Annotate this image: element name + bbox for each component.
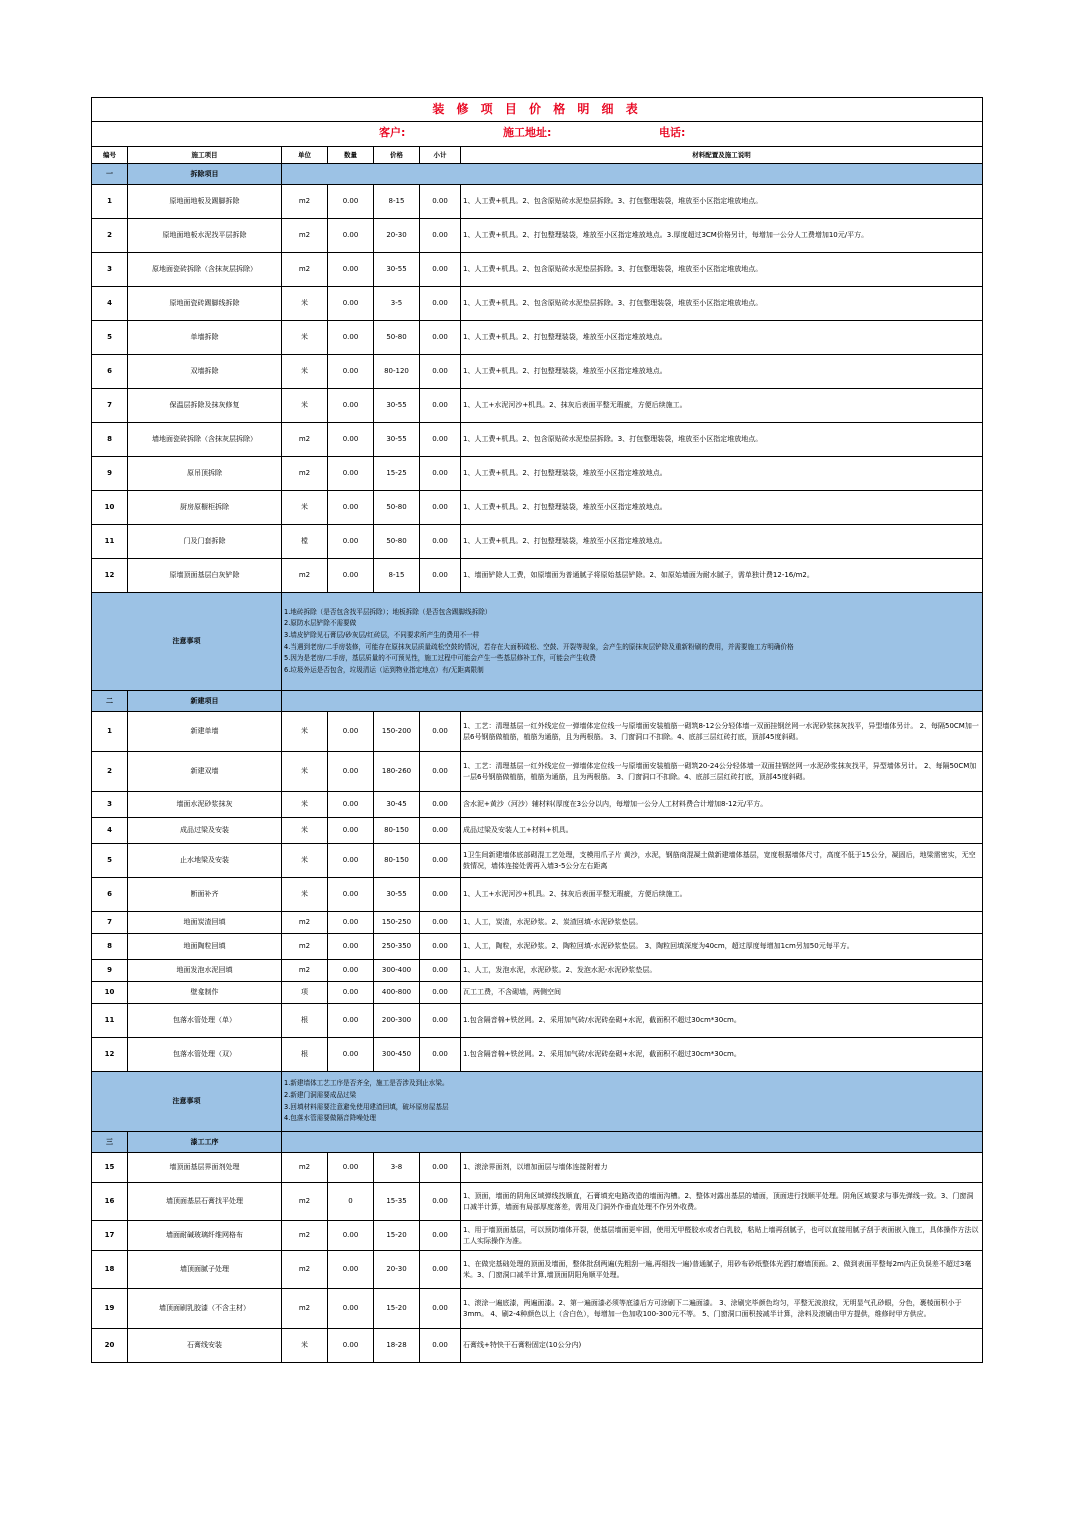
item-name: 墙顶面刷乳胶漆（不含主材） <box>128 1289 282 1329</box>
subtotal: 0.00 <box>420 712 461 752</box>
description: 1、人工+水泥河沙+机具。2、抹灰后表面平整无瑕疵，方便后续施工。 <box>461 389 983 423</box>
item-name: 厨房原橱柜拆除 <box>128 491 282 525</box>
description: 1、人工费+机具。2、打包整理装袋，堆放至小区指定堆放地点。 <box>461 525 983 559</box>
description: 1、人工费+机具。2、打包整理装袋，堆放至小区指定堆放地点。3.厚度超过3CM价格另计，每增加一公分人工费增加10元/平方。 <box>461 219 983 253</box>
unit: 米 <box>282 844 328 878</box>
section-filler <box>282 164 983 185</box>
row-number: 17 <box>92 1221 128 1251</box>
quantity: 0.00 <box>328 321 374 355</box>
item-name: 原地面瓷砖踢脚线拆除 <box>128 287 282 321</box>
unit: 米 <box>282 321 328 355</box>
unit: m2 <box>282 559 328 593</box>
quantity: 0.00 <box>328 752 374 792</box>
table-row <box>92 1329 983 1363</box>
quantity: 0.00 <box>328 878 374 912</box>
price: 300-450 <box>374 1038 420 1072</box>
row-number: 2 <box>92 219 128 253</box>
item-name: 双墙拆除 <box>128 355 282 389</box>
price: 30-55 <box>374 389 420 423</box>
description: 1、人工费+机具。2、打包整理装袋，堆放至小区指定堆放地点。 <box>461 491 983 525</box>
row-number: 9 <box>92 960 128 982</box>
subtotal: 0.00 <box>420 752 461 792</box>
row-number: 7 <box>92 389 128 423</box>
subtotal: 0.00 <box>420 1153 461 1183</box>
notes-label: 注意事项 <box>92 1072 282 1132</box>
row-number: 9 <box>92 457 128 491</box>
unit: 米 <box>282 389 328 423</box>
price: 150-200 <box>374 712 420 752</box>
subtotal: 0.00 <box>420 1251 461 1289</box>
item-name: 保温层拆除及抹灰修复 <box>128 389 282 423</box>
description: 1.包含隔音棉+铁丝网。2、采用加气砖/水泥砖垒砌+水泥，截面积不超过30cm*30cm。 <box>461 1004 983 1038</box>
header-row <box>92 147 983 164</box>
table-row <box>92 844 983 878</box>
row-number: 19 <box>92 1289 128 1329</box>
row-number: 5 <box>92 844 128 878</box>
price: 15-25 <box>374 457 420 491</box>
customer-info-row <box>92 122 983 147</box>
quantity: 0 <box>328 1183 374 1221</box>
unit: 米 <box>282 818 328 844</box>
subtotal: 0.00 <box>420 1289 461 1329</box>
description: 1、用于墙顶面基层，可以预防墙体开裂，使基层墙面更牢固，使用无甲醛胶水或者白乳胶，粘贴上墙再刮腻子，也可以直接用腻子刮于表面嵌入施工，具体操作方法以工人实际操作为准。 <box>461 1221 983 1251</box>
description: 1、人工，发泡水泥，水泥砂浆。2、发泡水泥-水泥砂浆垫层。 <box>461 960 983 982</box>
section-name: 拆除项目 <box>128 164 282 185</box>
row-number: 8 <box>92 934 128 960</box>
item-name: 原墙顶面基层白灰铲除 <box>128 559 282 593</box>
description: 1、人工费+机具。2、包含原贴砖水泥垫层拆除。3、打包整理装袋，堆放至小区指定堆放地点。 <box>461 185 983 219</box>
description: 石膏线+特快干石膏粉固定(10公分内) <box>461 1329 983 1363</box>
note-line: 5.因为是老房/二手房，基层质量的不可预见性，施工过程中可能会产生一些基层修补工作，可能会产生收费 <box>284 654 596 663</box>
table-row <box>92 1221 983 1251</box>
row-number: 12 <box>92 1038 128 1072</box>
subtotal: 0.00 <box>420 1329 461 1363</box>
unit: m2 <box>282 185 328 219</box>
section-name: 新建项目 <box>128 691 282 712</box>
quantity: 0.00 <box>328 818 374 844</box>
unit: 樘 <box>282 525 328 559</box>
row-number: 15 <box>92 1153 128 1183</box>
unit: m2 <box>282 934 328 960</box>
price: 180-260 <box>374 752 420 792</box>
price: 150-250 <box>374 912 420 934</box>
table-row <box>92 491 983 525</box>
item-name: 墙地面瓷砖拆除（含抹灰层拆除） <box>128 423 282 457</box>
subtotal: 0.00 <box>420 389 461 423</box>
subtotal: 0.00 <box>420 1221 461 1251</box>
quantity: 0.00 <box>328 457 374 491</box>
price: 80-120 <box>374 355 420 389</box>
note-line: 2.新建门洞需要成品过梁 <box>284 1090 357 1099</box>
quantity: 0.00 <box>328 1289 374 1329</box>
description: 1、工艺：清理基层一红外线定位一弹墙体定位线一与原墙面安装植筋一砌筑8-12公分轻体墙一双面挂钢丝网一水泥砂浆抹灰找平，异型墙体另计。 2、每隔50CM加一层6号钢筋做植筋，植筋为通筋，且为两根筋。 3、门窗洞口不扣除。4、底部三层红砖打底，顶部45度斜砌。 <box>461 712 983 752</box>
row-number: 16 <box>92 1183 128 1221</box>
item-name: 新建双墙 <box>128 752 282 792</box>
row-number: 8 <box>92 423 128 457</box>
subtotal: 0.00 <box>420 912 461 934</box>
unit: m2 <box>282 457 328 491</box>
section-number: 二 <box>92 691 128 712</box>
item-name: 断面补齐 <box>128 878 282 912</box>
price: 20-30 <box>374 1251 420 1289</box>
subtotal: 0.00 <box>420 457 461 491</box>
price: 50-80 <box>374 321 420 355</box>
header-cell: 数量 <box>328 147 374 164</box>
subtotal: 0.00 <box>420 423 461 457</box>
unit: 米 <box>282 491 328 525</box>
note-line: 4.当遇到老房/二手房装修，可能存在原抹灰层质量疏松空鼓的情况，若存在大面积疏松、空鼓、开裂等现象，会产生的原抹灰层铲除及重新粉刷的费用，并需要施工方明确价格 <box>284 642 794 651</box>
price: 3-8 <box>374 1153 420 1183</box>
description: 1、在做完基础处理的顶面及墙面，整体批刮两遍(先粗刮一遍,再细找一遍)普通腻子，用砂布砂纸整体光洒打磨墙顶面。2、做到表面平整每2m内正负误差不超过3毫米。3、门窗洞口减半计算,墙顶面阴阳角顺平处理。 <box>461 1251 983 1289</box>
description: 瓦工工费，不含砌墙，两侧空间 <box>461 982 983 1004</box>
section-filler <box>282 1132 983 1153</box>
table-row <box>92 818 983 844</box>
price: 8-15 <box>374 559 420 593</box>
address-label: 施工地址: <box>503 126 552 139</box>
description: 1.包含隔音棉+铁丝网。2、采用加气砖/水泥砖垒砌+水泥，截面积不超过30cm*30cm。 <box>461 1038 983 1072</box>
item-name: 墙顶面基层界面剂处理 <box>128 1153 282 1183</box>
quantity: 0.00 <box>328 525 374 559</box>
description: 成品过梁及安装人工+材料+机具。 <box>461 818 983 844</box>
item-name: 门及门套拆除 <box>128 525 282 559</box>
table-row <box>92 934 983 960</box>
table-row <box>92 525 983 559</box>
quantity: 0.00 <box>328 982 374 1004</box>
item-name: 止水地梁及安装 <box>128 844 282 878</box>
subtotal: 0.00 <box>420 1183 461 1221</box>
table-row <box>92 792 983 818</box>
note-line: 6.垃圾外运是否包含，垃圾清运（运到物业指定地点）有/无距离限制 <box>284 665 484 674</box>
note-line: 4.包落水管需要做隔音降噪处理 <box>284 1114 377 1123</box>
price: 8-15 <box>374 185 420 219</box>
description: 1、人工费+机具。2、打包整理装袋，堆放至小区指定堆放地点。 <box>461 457 983 491</box>
description: 1、人工费+机具。2、打包整理装袋，堆放至小区指定堆放地点。 <box>461 355 983 389</box>
note-line: 1.地砖拆除（是否包含找平层拆除）；地板拆除（是否包含踢脚线拆除） <box>284 607 492 616</box>
row-number: 20 <box>92 1329 128 1363</box>
subtotal: 0.00 <box>420 491 461 525</box>
item-name: 新建单墙 <box>128 712 282 752</box>
unit: m2 <box>282 1251 328 1289</box>
row-number: 7 <box>92 912 128 934</box>
table-row <box>92 982 983 1004</box>
row-number: 6 <box>92 355 128 389</box>
subtotal: 0.00 <box>420 525 461 559</box>
price: 15-20 <box>374 1221 420 1251</box>
row-number: 3 <box>92 253 128 287</box>
description: 1、墙面铲除人工费，如原墙面为普通腻子将原始基层铲除。2、如原始墙面为耐水腻子，需单独计费12-16/m2。 <box>461 559 983 593</box>
row-number: 11 <box>92 525 128 559</box>
notes-text <box>282 593 983 691</box>
row-number: 1 <box>92 712 128 752</box>
notes-row <box>92 593 983 691</box>
section-name: 漆工工序 <box>128 1132 282 1153</box>
price: 200-300 <box>374 1004 420 1038</box>
description: 1、人工费+机具。2、包含原贴砖水泥垫层拆除。3、打包整理装袋，堆放至小区指定堆放地点。 <box>461 287 983 321</box>
price-sheet <box>91 97 982 1363</box>
row-number: 10 <box>92 491 128 525</box>
note-line: 2.原防水层铲除不需要做 <box>284 619 357 628</box>
quantity: 0.00 <box>328 491 374 525</box>
item-name: 石膏线安装 <box>128 1329 282 1363</box>
price: 80-150 <box>374 818 420 844</box>
description: 1、人工，陶粒，水泥砂浆。2、陶粒回填-水泥砂浆垫层。 3、陶粒回填深度为40cm，超过厚度每增加1cm另加50元每平方。 <box>461 934 983 960</box>
quantity: 0.00 <box>328 1153 374 1183</box>
item-name: 墙顶面基层石膏找平处理 <box>128 1183 282 1221</box>
quantity: 0.00 <box>328 1004 374 1038</box>
row-number: 3 <box>92 792 128 818</box>
sheet-title: 装 修 项 目 价 格 明 细 表 <box>92 98 983 122</box>
price: 50-80 <box>374 525 420 559</box>
subtotal: 0.00 <box>420 960 461 982</box>
note-line: 3.墙皮铲除见石膏层/砂灰层/红砖层，不同要求所产生的费用不一样 <box>284 630 480 639</box>
description: 1、人工，炭渣，水泥砂浆。2、炭渣回填-水泥砂浆垫层。 <box>461 912 983 934</box>
unit: m2 <box>282 912 328 934</box>
item-name: 墙面水泥砂浆抹灰 <box>128 792 282 818</box>
item-name: 成品过梁及安装 <box>128 818 282 844</box>
price-table <box>91 97 983 1363</box>
item-name: 地面陶粒回填 <box>128 934 282 960</box>
header-cell: 小计 <box>420 147 461 164</box>
quantity: 0.00 <box>328 287 374 321</box>
table-row <box>92 423 983 457</box>
subtotal: 0.00 <box>420 818 461 844</box>
quantity: 0.00 <box>328 423 374 457</box>
quantity: 0.00 <box>328 1038 374 1072</box>
item-name: 墙顶面腻子处理 <box>128 1251 282 1289</box>
table-row <box>92 712 983 752</box>
table-row <box>92 185 983 219</box>
item-name: 墙面耐碱玻璃纤维网格布 <box>128 1221 282 1251</box>
price: 15-35 <box>374 1183 420 1221</box>
quantity: 0.00 <box>328 389 374 423</box>
quantity: 0.00 <box>328 712 374 752</box>
description: 1、人工费+机具。2、包含原贴砖水泥垫层拆除。3、打包整理装袋，堆放至小区指定堆放地点。 <box>461 423 983 457</box>
table-row <box>92 253 983 287</box>
description: 含水泥+黄沙（河沙）辅材料(厚度在3公分以内，每增加一公分人工材料费合计增加8-12元/平方。 <box>461 792 983 818</box>
unit: m2 <box>282 1183 328 1221</box>
description: 1、滚涂一遍底漆，两遍面漆。2、第一遍面漆必须等底漆后方可涂刷下二遍面漆。 3、涂刷完毕颜色均匀，平整无波浪纹，无明显气孔砂眼，分色，裹棱面积小于3mm。 4、刷2-4种颜色以上（含白色），每增加一色加收100-300元不等。 5、门窗洞口面积按减半计算，涂料及滚刷由甲方提供，维修时甲方供应。 <box>461 1289 983 1329</box>
price: 80-150 <box>374 844 420 878</box>
table-row <box>92 1289 983 1329</box>
price: 18-28 <box>374 1329 420 1363</box>
row-number: 12 <box>92 559 128 593</box>
table-row <box>92 321 983 355</box>
row-number: 18 <box>92 1251 128 1289</box>
subtotal: 0.00 <box>420 934 461 960</box>
price: 15-20 <box>374 1289 420 1329</box>
row-number: 6 <box>92 878 128 912</box>
unit: 米 <box>282 792 328 818</box>
subtotal: 0.00 <box>420 982 461 1004</box>
subtotal: 0.00 <box>420 287 461 321</box>
section-header-row <box>92 164 983 185</box>
item-name: 原吊顶拆除 <box>128 457 282 491</box>
table-row <box>92 912 983 934</box>
customer-label: 客户: <box>379 126 406 139</box>
item-name: 原地面瓷砖拆除（含抹灰层拆除） <box>128 253 282 287</box>
section-number: 一 <box>92 164 128 185</box>
table-row <box>92 1038 983 1072</box>
unit: m2 <box>282 1221 328 1251</box>
note-line: 3.回填材料需要注意避免使用建渣回填，破坏原房屋基层 <box>284 1102 449 1111</box>
subtotal: 0.00 <box>420 355 461 389</box>
unit: 米 <box>282 878 328 912</box>
row-number: 4 <box>92 287 128 321</box>
quantity: 0.00 <box>328 912 374 934</box>
header-cell: 材料配置及施工说明 <box>461 147 983 164</box>
price: 400-800 <box>374 982 420 1004</box>
unit: 米 <box>282 1329 328 1363</box>
price: 250-350 <box>374 934 420 960</box>
quantity: 0.00 <box>328 792 374 818</box>
unit: m2 <box>282 253 328 287</box>
quantity: 0.00 <box>328 355 374 389</box>
item-name: 包落水管处理（双） <box>128 1038 282 1072</box>
notes-text <box>282 1072 983 1132</box>
subtotal: 0.00 <box>420 559 461 593</box>
quantity: 0.00 <box>328 934 374 960</box>
table-row <box>92 878 983 912</box>
notes-row <box>92 1072 983 1132</box>
table-row <box>92 1004 983 1038</box>
subtotal: 0.00 <box>420 1038 461 1072</box>
item-name: 地面发泡水泥回填 <box>128 960 282 982</box>
quantity: 0.00 <box>328 185 374 219</box>
note-line: 1.新建墙体工艺工序是否齐全，施工是否涉及到止水梁。 <box>284 1079 449 1088</box>
section-filler <box>282 691 983 712</box>
unit: 米 <box>282 712 328 752</box>
table-row <box>92 752 983 792</box>
header-cell: 施工项目 <box>128 147 282 164</box>
header-cell: 价格 <box>374 147 420 164</box>
header-cell: 单位 <box>282 147 328 164</box>
item-name: 单墙拆除 <box>128 321 282 355</box>
subtotal: 0.00 <box>420 185 461 219</box>
description: 1、人工+水泥河沙+机具。2、抹灰后表面平整无瑕疵，方便后续施工。 <box>461 878 983 912</box>
row-number: 4 <box>92 818 128 844</box>
unit: 米 <box>282 287 328 321</box>
table-row <box>92 559 983 593</box>
price: 30-55 <box>374 878 420 912</box>
unit: 米 <box>282 752 328 792</box>
quantity: 0.00 <box>328 1251 374 1289</box>
quantity: 0.00 <box>328 1221 374 1251</box>
table-row <box>92 457 983 491</box>
price: 30-55 <box>374 423 420 457</box>
price: 30-45 <box>374 792 420 818</box>
quantity: 0.00 <box>328 1329 374 1363</box>
description: 1、人工费+机具。2、打包整理装袋，堆放至小区指定堆放地点。 <box>461 321 983 355</box>
price: 20-30 <box>374 219 420 253</box>
price: 300-400 <box>374 960 420 982</box>
table-row <box>92 219 983 253</box>
section-header-row <box>92 1132 983 1153</box>
notes-label: 注意事项 <box>92 593 282 691</box>
unit: 米 <box>282 355 328 389</box>
quantity: 0.00 <box>328 559 374 593</box>
table-row <box>92 389 983 423</box>
item-name: 原地面地板及踢脚拆除 <box>128 185 282 219</box>
unit: m2 <box>282 1289 328 1329</box>
description: 1卫生间新建墙体底部砌混工艺处理，支模用爪子片 黄沙，水泥，钢筋商混凝土做新建墙体基层，宽度根据墙体尺寸，高度不低于15公分，凝固后，地梁需密实，无空鼓情况，墙体连接处需再入墙3-5公分左右距离 <box>461 844 983 878</box>
item-name: 地面炭渣回填 <box>128 912 282 934</box>
subtotal: 0.00 <box>420 792 461 818</box>
table-row <box>92 1251 983 1289</box>
row-number: 1 <box>92 185 128 219</box>
row-number: 10 <box>92 982 128 1004</box>
table-row <box>92 1153 983 1183</box>
description: 1、顶面，墙面的阴角区域弹线找顺直，石膏填充电路改造的墙面沟槽。2、整体对露出基层的墙面，顶面进行找顺平处理。阴角区域要求与事先弹线一致。3、门窗洞口减半计算，墙面有局部厚度落差，需用及门洞外作垂直处理不作另外收费。 <box>461 1183 983 1221</box>
subtotal: 0.00 <box>420 1004 461 1038</box>
subtotal: 0.00 <box>420 253 461 287</box>
description: 1、工艺：清理基层一红外线定位一弹墙体定位线一与原墙面安装植筋一砌筑20-24公分轻体墙一双面挂钢丝网一水泥砂浆抹灰找平，异型墙体另计。 2、每隔50CM加一层6号钢筋做植筋，植筋为通筋，且为两根筋。 3、门窗洞口不扣除。4、底部三层红砖打底，顶部45度斜砌。 <box>461 752 983 792</box>
table-row <box>92 355 983 389</box>
price: 50-80 <box>374 491 420 525</box>
row-number: 2 <box>92 752 128 792</box>
unit: 根 <box>282 1038 328 1072</box>
header-cell: 编号 <box>92 147 128 164</box>
quantity: 0.00 <box>328 219 374 253</box>
subtotal: 0.00 <box>420 321 461 355</box>
unit: m2 <box>282 960 328 982</box>
item-name: 壁龛制作 <box>128 982 282 1004</box>
quantity: 0.00 <box>328 844 374 878</box>
unit: m2 <box>282 423 328 457</box>
table-row <box>92 960 983 982</box>
row-number: 11 <box>92 1004 128 1038</box>
item-name: 原地面地板水泥找平层拆除 <box>128 219 282 253</box>
section-number: 三 <box>92 1132 128 1153</box>
subtotal: 0.00 <box>420 219 461 253</box>
subtotal: 0.00 <box>420 878 461 912</box>
section-header-row <box>92 691 983 712</box>
row-number: 5 <box>92 321 128 355</box>
unit: 项 <box>282 982 328 1004</box>
item-name: 包落水管处理（单） <box>128 1004 282 1038</box>
price: 3-5 <box>374 287 420 321</box>
unit: m2 <box>282 219 328 253</box>
subtotal: 0.00 <box>420 844 461 878</box>
phone-label: 电话: <box>659 126 686 139</box>
description: 1、滚涂界面剂，以增加面层与墙体连接附着力 <box>461 1153 983 1183</box>
quantity: 0.00 <box>328 960 374 982</box>
description: 1、人工费+机具。2、包含原贴砖水泥垫层拆除。3、打包整理装袋，堆放至小区指定堆放地点。 <box>461 253 983 287</box>
unit: 根 <box>282 1004 328 1038</box>
table-row <box>92 287 983 321</box>
unit: m2 <box>282 1153 328 1183</box>
quantity: 0.00 <box>328 253 374 287</box>
table-row <box>92 1183 983 1221</box>
price: 30-55 <box>374 253 420 287</box>
